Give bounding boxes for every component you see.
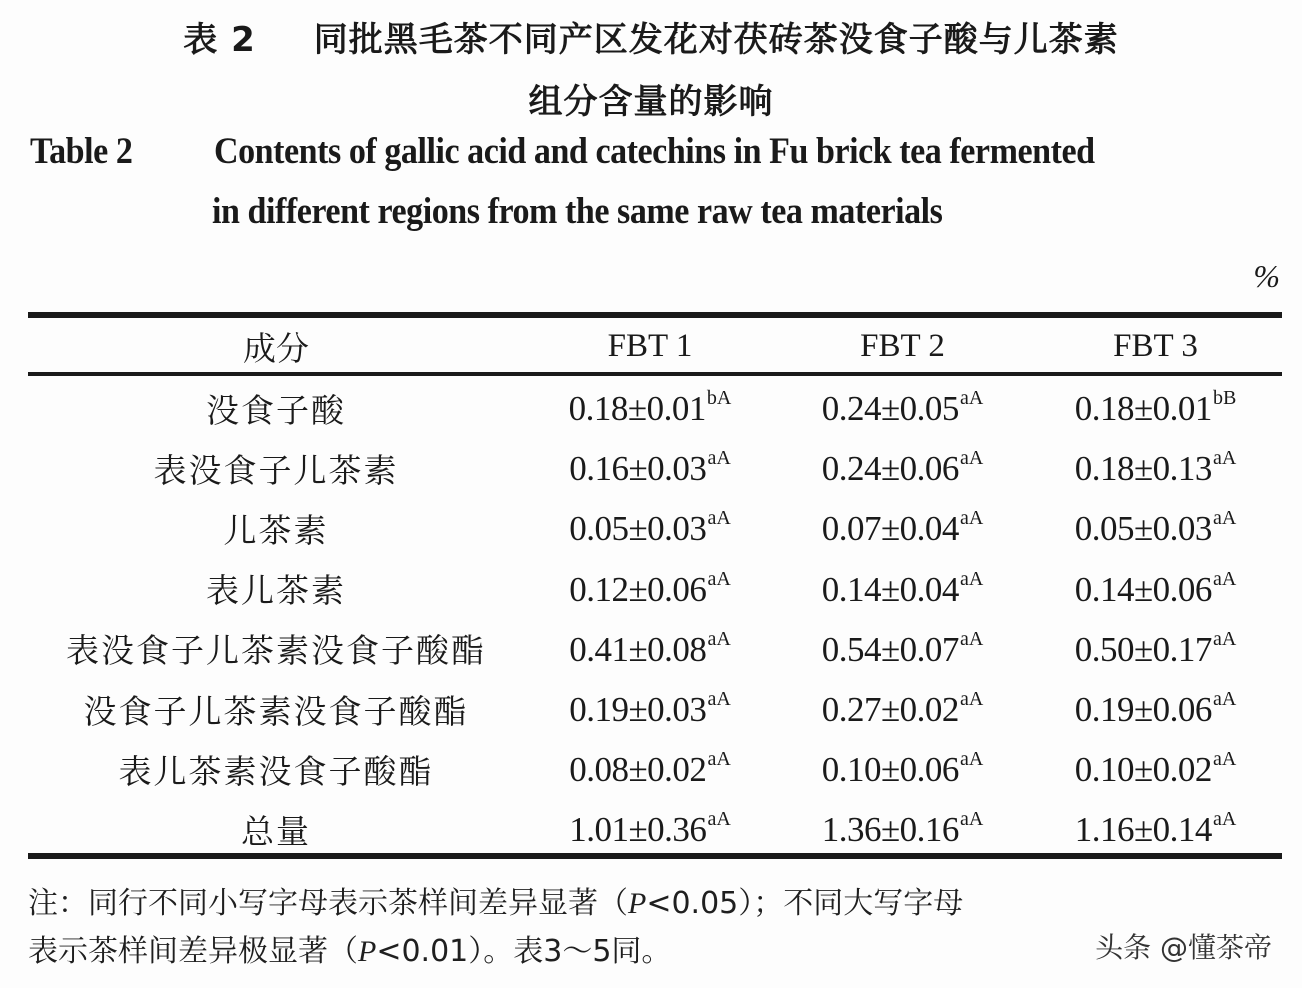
significance-letters: aA — [1212, 627, 1237, 650]
mean-sd: 0.12±0.06 — [569, 569, 707, 609]
title-en-line1 — [30, 130, 1095, 173]
header-fbt1: FBT 1 — [607, 327, 693, 364]
significance-letters: bA — [706, 387, 732, 410]
component-name: 表没食子儿茶素 — [153, 450, 399, 490]
significance-letters: aA — [707, 688, 731, 711]
value-fbt1 — [524, 378, 776, 438]
value-fbt3 — [1029, 559, 1282, 619]
significance-letters: aA — [959, 748, 984, 771]
component-name: 没食子酸 — [206, 390, 346, 430]
value-fbt1 — [524, 739, 776, 799]
table-body — [28, 378, 1282, 860]
mean-sd: 0.27±0.02 — [821, 690, 959, 730]
mean-sd: 0.05±0.03 — [569, 509, 707, 549]
table-row — [28, 739, 1282, 799]
value-fbt1 — [524, 619, 776, 679]
significance-letters: aA — [707, 447, 731, 470]
significance-letters: aA — [1212, 808, 1237, 831]
component-name: 表没食子儿茶素没食子酸酯 — [66, 631, 486, 671]
value-fbt3 — [1029, 438, 1282, 498]
mean-sd: 0.19±0.06 — [1074, 690, 1212, 730]
value-fbt2 — [776, 498, 1029, 558]
significance-letters: aA — [707, 627, 731, 650]
footnote-line1: 注：同行不同小写字母表示茶样间差异显著（P<0.05）；不同大写字母 — [28, 886, 964, 921]
title-en-text: Contents of gallic acid and catechins in Fu brick tea fermented — [214, 131, 1095, 172]
value-fbt2 — [776, 378, 1029, 438]
significance-letters: aA — [1212, 688, 1237, 711]
value-fbt2 — [776, 799, 1029, 859]
significance-letters: aA — [959, 507, 984, 530]
value-fbt1 — [524, 679, 776, 739]
mean-sd: 0.08±0.02 — [569, 750, 707, 790]
value-fbt1 — [524, 559, 776, 619]
component-name: 没食子儿茶素没食子酸酯 — [83, 691, 469, 731]
value-fbt3 — [1029, 679, 1282, 739]
header-row — [28, 318, 1282, 374]
component-name: 表儿茶素没食子酸酯 — [118, 751, 434, 791]
mean-sd: 0.50±0.17 — [1074, 629, 1212, 669]
mean-sd: 0.18±0.13 — [1074, 449, 1212, 489]
value-fbt3 — [1029, 619, 1282, 679]
value-fbt3 — [1029, 498, 1282, 558]
table-label-cn: 表 2 — [183, 20, 256, 60]
significance-letters: aA — [707, 748, 731, 771]
mean-sd: 0.24±0.05 — [821, 389, 959, 429]
mean-sd: 0.10±0.02 — [1074, 750, 1212, 790]
significance-letters: aA — [1212, 748, 1237, 771]
mean-sd: 0.10±0.06 — [821, 750, 959, 790]
table-row — [28, 378, 1282, 438]
footnote-line2: 表示茶样间差异极显著（P<0.01）。表3～5同。 — [28, 934, 672, 969]
mean-sd: 0.24±0.06 — [821, 449, 959, 489]
mean-sd: 0.41±0.08 — [569, 629, 707, 669]
header-component: 成分 — [243, 328, 309, 368]
mean-sd: 0.14±0.06 — [1074, 569, 1212, 609]
table-label-en: Table 2 — [30, 131, 133, 172]
significance-letters: aA — [707, 567, 731, 590]
title-cn-text: 同批黑毛茶不同产区发花对茯砖茶没食子酸与儿茶素 — [313, 20, 1119, 60]
mean-sd: 0.14±0.04 — [821, 569, 959, 609]
value-fbt2 — [776, 739, 1029, 799]
title-en-line2: in different regions from the same raw tea materials — [212, 191, 943, 232]
header-fbt2: FBT 2 — [860, 327, 945, 364]
component-name: 儿茶素 — [223, 510, 329, 550]
mean-sd: 0.19±0.03 — [569, 690, 707, 730]
mean-sd: 0.16±0.03 — [569, 449, 707, 489]
value-fbt1 — [524, 438, 776, 498]
table-row — [28, 799, 1282, 859]
header-fbt3: FBT 3 — [1113, 327, 1198, 364]
significance-letters: aA — [707, 808, 731, 831]
value-fbt2 — [776, 619, 1029, 679]
value-fbt1 — [524, 498, 776, 558]
significance-letters: aA — [707, 507, 731, 530]
value-fbt1 — [524, 799, 776, 859]
title-cn-line1 — [0, 12, 1302, 61]
significance-letters: aA — [959, 627, 984, 650]
component-name: 表儿茶素 — [206, 571, 346, 611]
table-row — [28, 498, 1282, 558]
mean-sd: 0.18±0.01 — [1074, 389, 1212, 429]
mean-sd: 1.36±0.16 — [821, 810, 959, 850]
watermark: 头条 @懂茶帝 — [1095, 931, 1272, 964]
value-fbt3 — [1029, 378, 1282, 438]
table-row — [28, 559, 1282, 619]
significance-letters: aA — [959, 387, 984, 410]
component-name: 总量 — [241, 811, 311, 851]
value-fbt2 — [776, 679, 1029, 739]
mean-sd: 1.01±0.36 — [569, 810, 707, 850]
significance-letters: aA — [959, 567, 984, 590]
significance-letters: aA — [959, 688, 984, 711]
mean-sd: 0.18±0.01 — [568, 389, 706, 429]
value-fbt3 — [1029, 799, 1282, 859]
significance-letters: bB — [1212, 387, 1237, 410]
mean-sd: 1.16±0.14 — [1074, 810, 1212, 850]
significance-letters: aA — [959, 808, 984, 831]
value-fbt2 — [776, 559, 1029, 619]
unit-label: % — [1253, 258, 1280, 294]
value-fbt2 — [776, 438, 1029, 498]
significance-letters: aA — [1212, 507, 1237, 530]
title-cn-line2: 组分含量的影响 — [528, 82, 774, 122]
significance-letters: aA — [959, 447, 984, 470]
table-row — [28, 619, 1282, 679]
mean-sd: 0.05±0.03 — [1074, 509, 1212, 549]
value-fbt3 — [1029, 739, 1282, 799]
table-row — [28, 679, 1282, 739]
table-row — [28, 438, 1282, 498]
mean-sd: 0.54±0.07 — [821, 629, 959, 669]
significance-letters: aA — [1212, 567, 1237, 590]
data-table — [28, 318, 1282, 860]
significance-letters: aA — [1212, 447, 1237, 470]
mean-sd: 0.07±0.04 — [821, 509, 959, 549]
